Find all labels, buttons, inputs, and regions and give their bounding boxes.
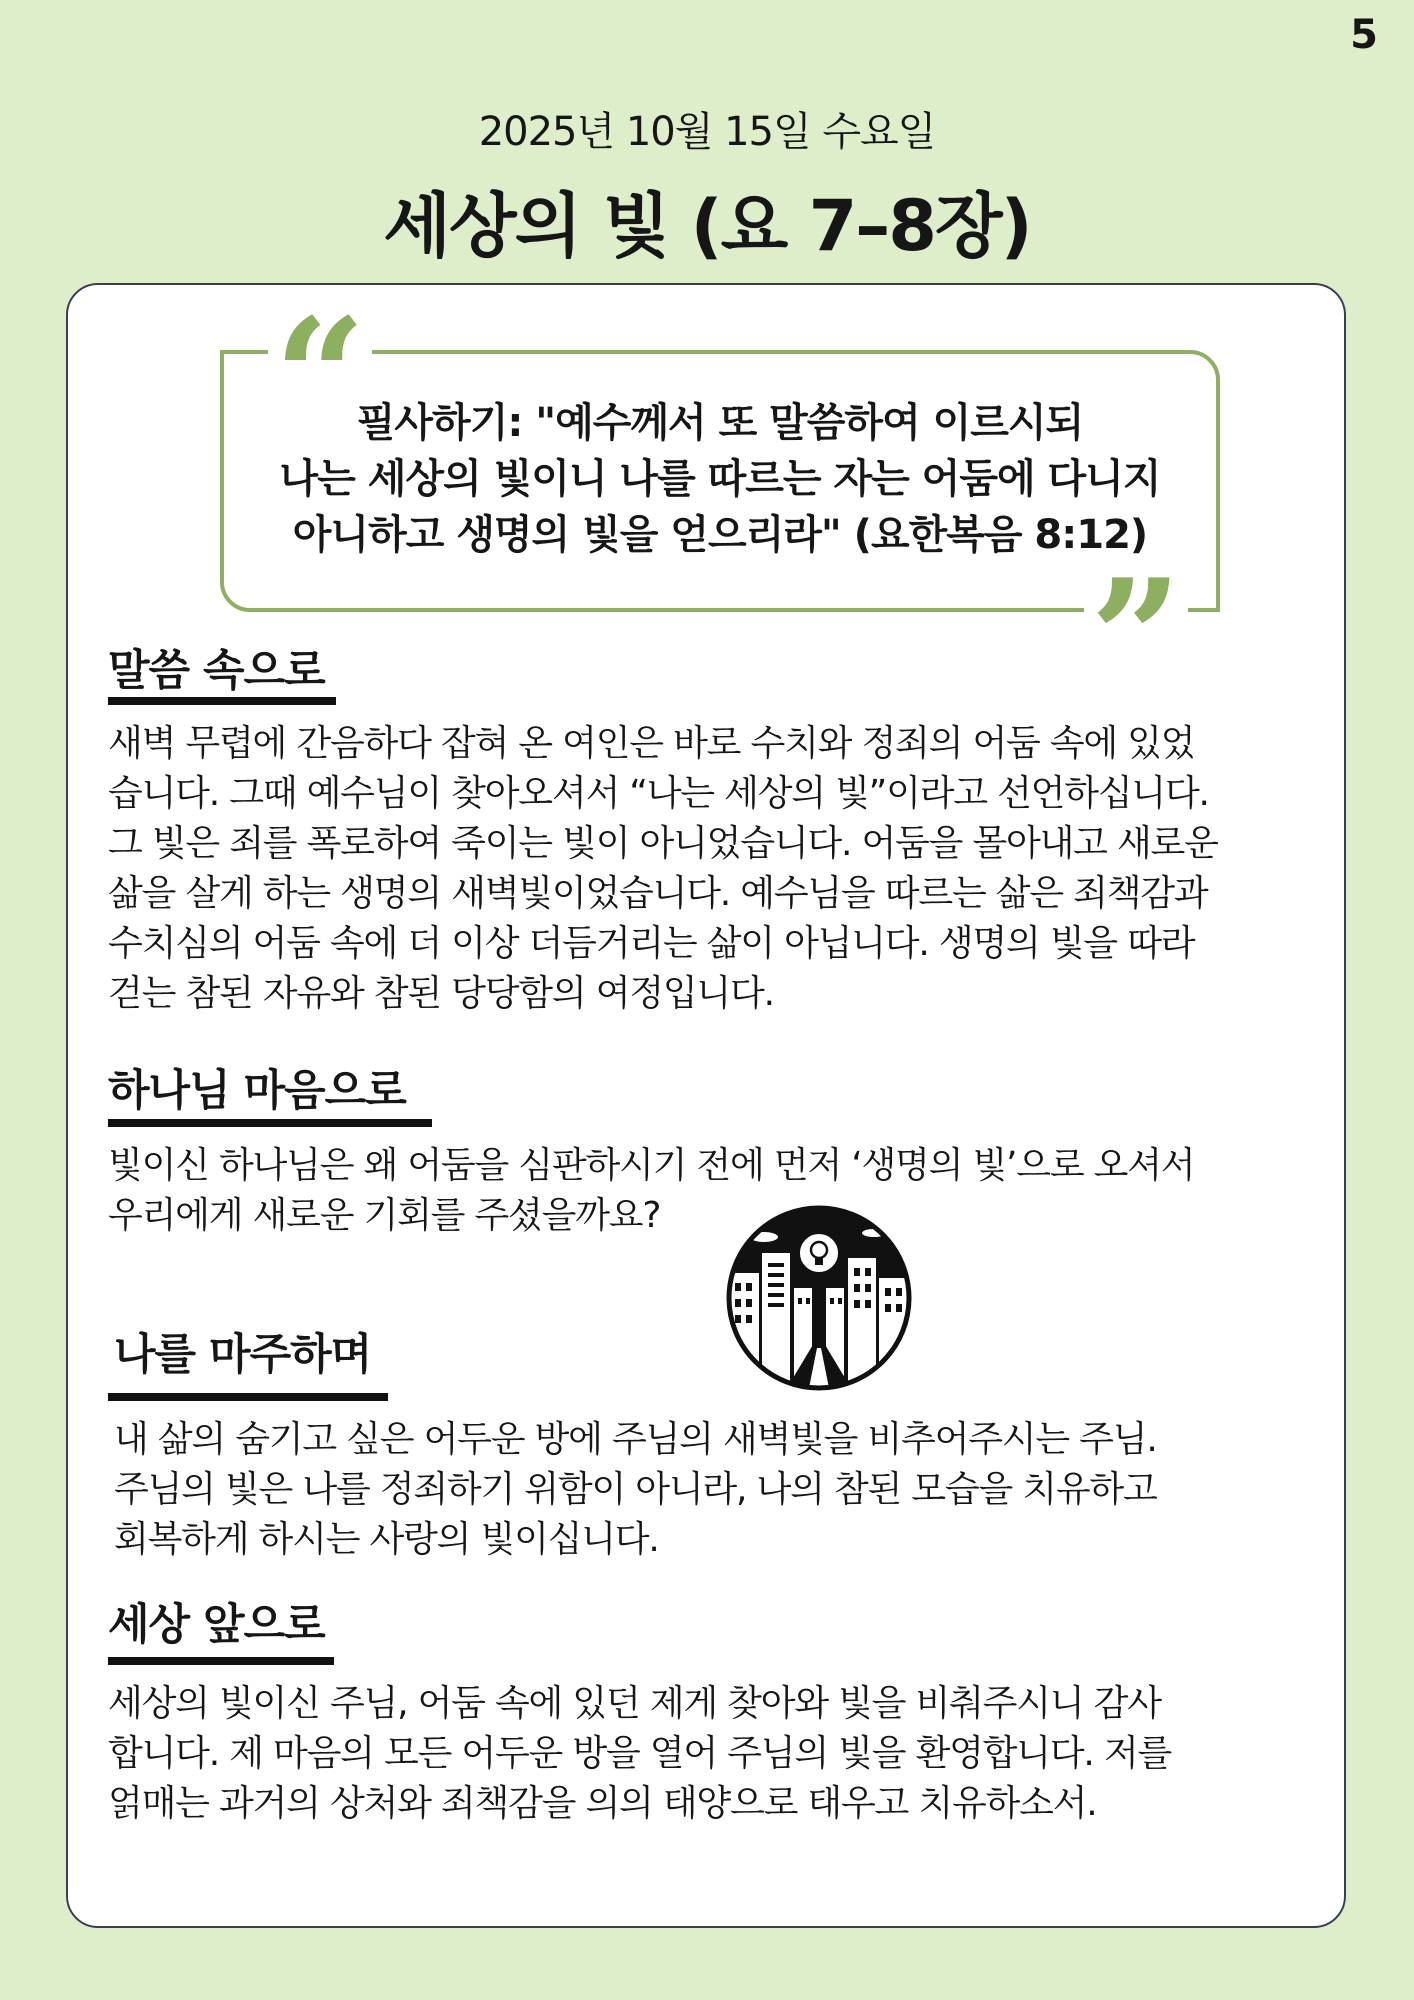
close-quote-icon: ”	[1084, 568, 1188, 648]
section-body-self	[114, 1415, 1157, 1565]
body-line: 걷는 참된 자유와 참된 당당함의 여정입니다.	[108, 973, 774, 1014]
body-line: 회복하게 하시는 사랑의 빛이십니다.	[114, 1519, 659, 1560]
section-body-word	[108, 719, 1218, 1019]
section-heading-world: 세상 앞으로	[108, 1600, 325, 1650]
section-body-world	[108, 1679, 1171, 1829]
page-title: 세상의 빛 (요 7–8장)	[383, 185, 1031, 267]
body-line: 삶을 살게 하는 생명의 새벽빛이었습니다. 예수님을 따르는 삶은 죄책감과	[108, 873, 1208, 914]
quote-line: 필사하기: "예수께서 또 말씀하여 이르시되	[356, 400, 1084, 446]
section-heading-self: 나를 마주하며	[114, 1330, 372, 1380]
section-heading-word: 말씀 속으로	[108, 646, 325, 696]
page-number: 5	[1350, 12, 1378, 58]
body-line: 내 삶의 숨기고 싶은 어두운 방에 주님의 새벽빛을 비추어주시는 주님.	[114, 1419, 1157, 1460]
section-underline	[108, 697, 336, 705]
body-line: 습니다. 그때 예수님이 찾아오셔서 “나는 세상의 빛”이라고 선언하십니다.	[108, 773, 1209, 814]
body-line: 새벽 무렵에 간음하다 잡혀 온 여인은 바로 수치와 정죄의 어둠 속에 있었	[108, 723, 1195, 764]
section-heading-heart: 하나님 마음으로	[108, 1066, 406, 1116]
body-line: 얽매는 과거의 상처와 죄책감을 의의 태양으로 태우고 치유하소서.	[108, 1783, 1097, 1824]
quote-line: 아니하고 생명의 빛을 얻으리라" (요한복음 8:12)	[292, 512, 1148, 558]
scripture-quote	[238, 395, 1202, 563]
open-quote-icon: “	[268, 307, 372, 387]
body-line: 주님의 빛은 나를 정죄하기 위함이 아니라, 나의 참된 모습을 치유하고	[114, 1469, 1157, 1510]
body-line: 우리에게 새로운 기회를 주셨을까요?	[108, 1195, 661, 1236]
city-lightbulb-icon	[724, 1203, 914, 1393]
body-line: 수치심의 어둠 속에 더 이상 더듬거리는 삶이 아닙니다. 생명의 빛을 따라	[108, 923, 1195, 964]
body-line: 빛이신 하나님은 왜 어둠을 심판하시기 전에 먼저 ‘생명의 빛’으로 오셔서	[108, 1145, 1195, 1186]
devotional-card	[66, 283, 1346, 1928]
section-underline	[108, 1119, 432, 1127]
page-date: 2025년 10월 15일 수요일	[478, 109, 936, 155]
section-underline	[108, 1393, 388, 1401]
section-body-heart	[108, 1141, 1194, 1241]
body-line: 합니다. 제 마음의 모든 어두운 방을 열어 주님의 빛을 환영합니다. 저를	[108, 1733, 1172, 1774]
section-underline	[108, 1657, 334, 1665]
quote-line: 나는 세상의 빛이니 나를 따르는 자는 어둠에 다니지	[279, 456, 1161, 502]
body-line: 그 빛은 죄를 폭로하여 죽이는 빛이 아니었습니다. 어둠을 몰아내고 새로운	[108, 823, 1218, 864]
body-line: 세상의 빛이신 주님, 어둠 속에 있던 제게 찾아와 빛을 비춰주시니 감사	[108, 1683, 1161, 1724]
